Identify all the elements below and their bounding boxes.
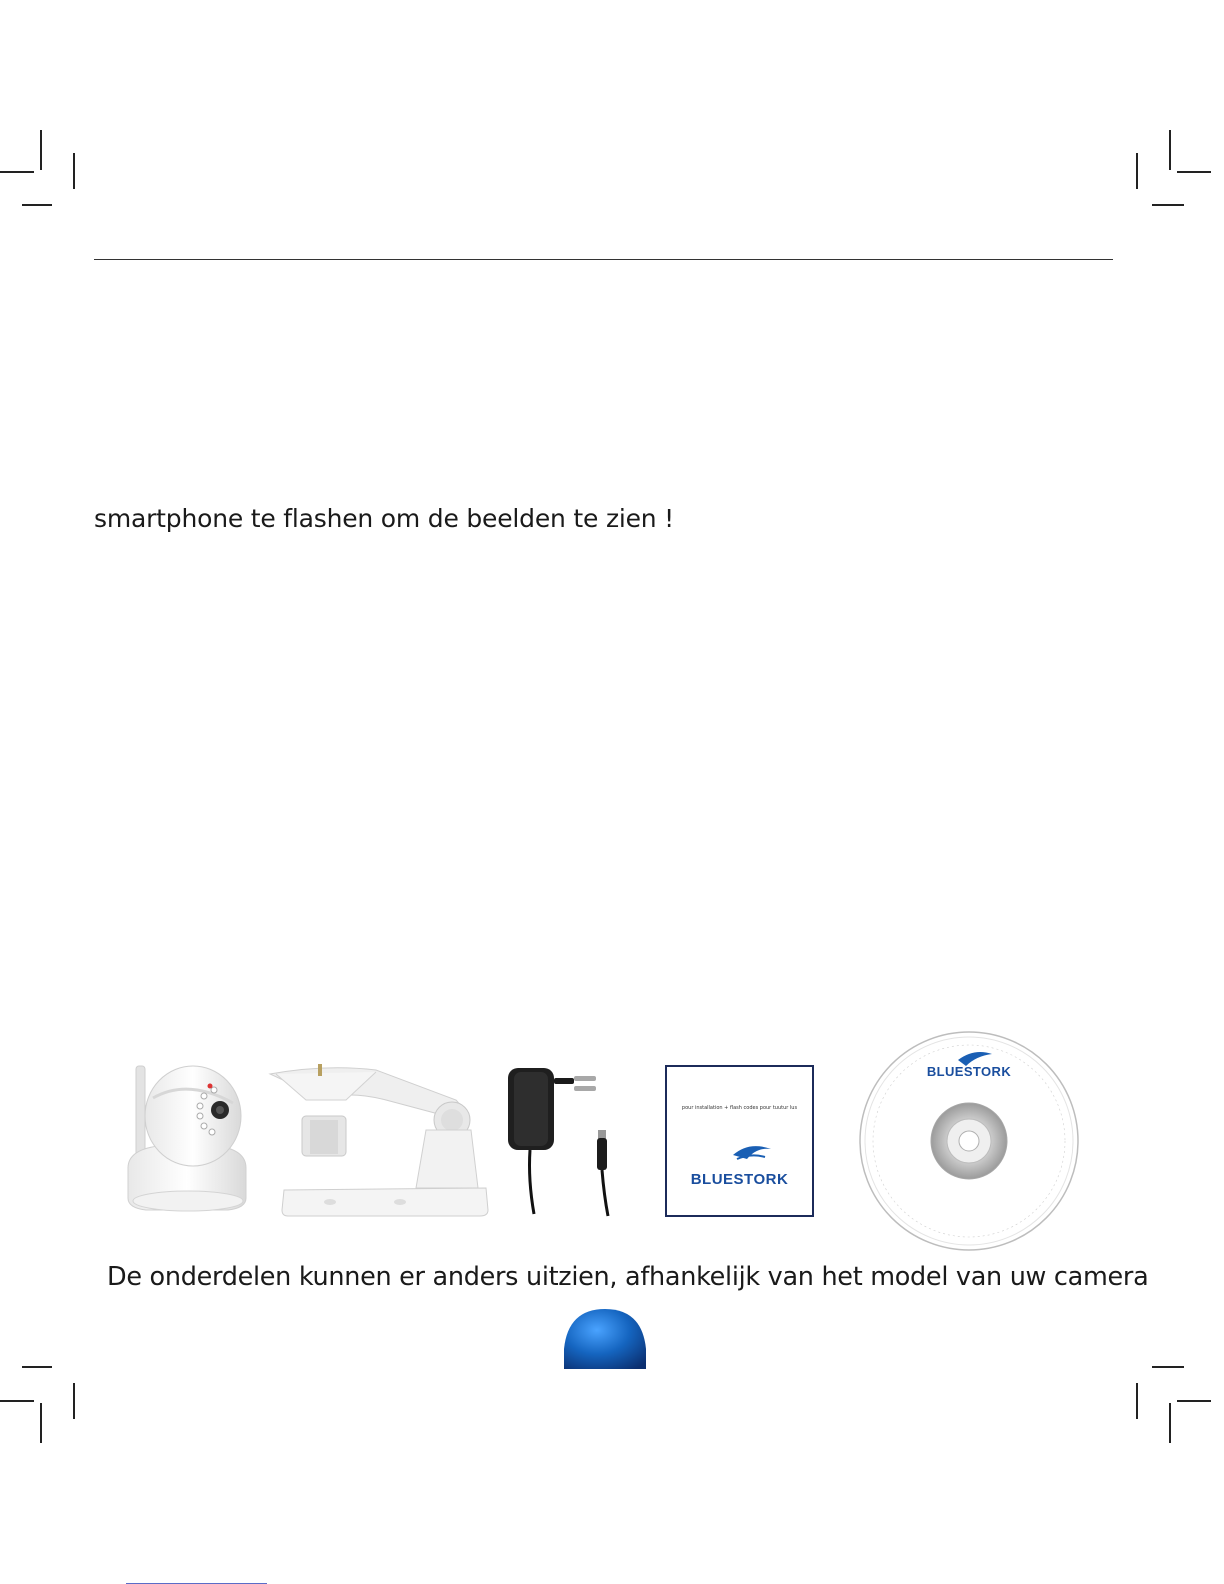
crop-mark [40, 130, 42, 170]
guide-logo-text: BLUESTORK [690, 1171, 789, 1188]
cd-rom-icon [858, 1030, 1080, 1252]
ip-camera-icon [118, 1058, 253, 1218]
crop-mark [1152, 1366, 1184, 1368]
crop-mark [1169, 130, 1171, 170]
crop-mark [1136, 1383, 1138, 1419]
power-adapter-icon [500, 1060, 620, 1218]
guide-header-text: pour installation + flash codes pour tuutur lus [681, 1105, 798, 1111]
cd-logo-text: BLUESTORK [926, 1064, 1012, 1079]
crop-mark [22, 204, 52, 206]
crop-mark [0, 1400, 34, 1402]
crop-mark [73, 153, 75, 189]
body-text-line: smartphone te flashen om de beelden te zien ! [94, 504, 675, 533]
wall-bracket-icon [266, 1060, 491, 1218]
crop-mark [22, 1366, 52, 1368]
crop-mark [1136, 153, 1138, 189]
crop-mark [1177, 171, 1211, 173]
crop-mark [40, 1403, 42, 1443]
crop-mark [1152, 204, 1184, 206]
crop-mark [0, 171, 34, 173]
crop-mark [1177, 1400, 1211, 1402]
guide-booklet-icon [665, 1065, 814, 1217]
crop-mark [73, 1383, 75, 1419]
crop-mark [1169, 1403, 1171, 1443]
page-tab-icon [564, 1309, 646, 1369]
header-rule [94, 259, 1113, 260]
contents-caption: De onderdelen kunnen er anders uitzien, afhankelijk van het model van uw camera [107, 1262, 1149, 1292]
